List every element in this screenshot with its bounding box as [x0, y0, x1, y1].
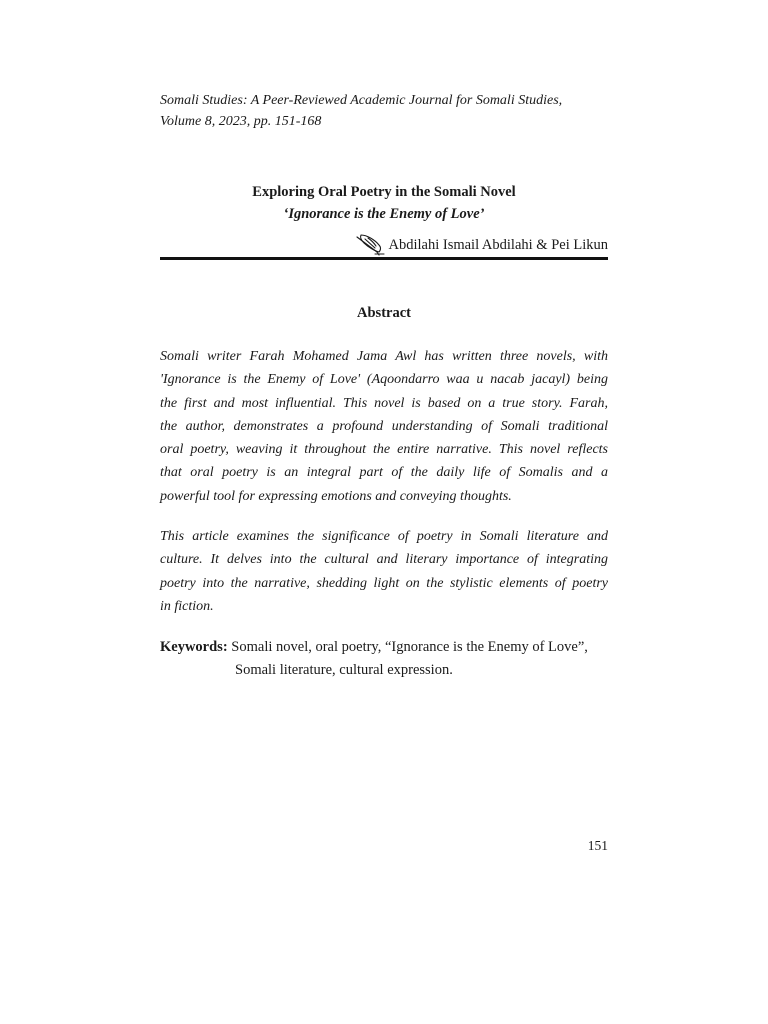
- authors-names: Abdilahi Ismail Abdilahi & Pei Likun: [388, 236, 608, 253]
- keywords-list-line-2: Somali literature, cultural expression.: [235, 662, 453, 678]
- abstract-paragraph-1-line: 'Ignorance is the Enemy of Love' (Aqoondarro waa u nacab jacayl) being: [160, 372, 608, 388]
- title-divider-rule: [160, 257, 608, 260]
- abstract-paragraph-1-line: the first and most influential. This novel is based on a true story. Farah,: [160, 395, 608, 411]
- article-title-block: [160, 181, 608, 225]
- keywords-list-line-1: Somali novel, oral poetry, “Ignorance is the Enemy of Love”,: [231, 639, 588, 655]
- abstract-paragraph-2-line: poetry into the narrative, shedding light on the stylistic elements of poetry: [160, 575, 608, 591]
- abstract-paragraph-1-line: that oral poetry is an integral part of the daily life of Somalis and a: [160, 465, 608, 481]
- article-title: Exploring Oral Poetry in the Somali Novel: [252, 184, 516, 200]
- journal-page: [160, 0, 608, 1024]
- abstract-paragraph-2: [160, 525, 608, 618]
- abstract-paragraph-1-line: oral poetry, weaving it throughout the entire narrative. This novel reflects: [160, 442, 608, 458]
- abstract-paragraph-1-line: the author, demonstrates a profound understanding of Somali traditional: [160, 418, 608, 434]
- keywords-label: Keywords:: [160, 639, 228, 655]
- abstract-paragraph-1-line: powerful tool for expressing emotions and conveying thoughts.: [160, 488, 512, 504]
- journal-name: Somali Studies: A Peer-Reviewed Academic Journal for Somali Studies,: [160, 93, 563, 108]
- abstract-paragraph-1-line: Somali writer Farah Mohamed Jama Awl has written three novels, with: [160, 349, 608, 364]
- article-subtitle: ‘Ignorance is the Enemy of Love’: [283, 206, 485, 222]
- journal-volume-pages: Volume 8, 2023, pp. 151-168: [160, 114, 322, 129]
- keywords-section: [160, 636, 608, 682]
- abstract-paragraph-2-line: in fiction.: [160, 598, 214, 614]
- abstract-heading: Abstract: [357, 305, 411, 321]
- abstract-paragraph-2-line: culture. It delves into the cultural and literary importance of integrating: [160, 552, 608, 568]
- quill-pen-icon: [355, 233, 385, 257]
- abstract-paragraph-2-line: This article examines the significance of poetry in Somali literature and: [160, 529, 608, 544]
- page-number: 151: [587, 838, 608, 853]
- abstract-paragraph-1: [160, 345, 608, 508]
- author-byline: [355, 232, 609, 258]
- journal-citation-header: [160, 90, 608, 132]
